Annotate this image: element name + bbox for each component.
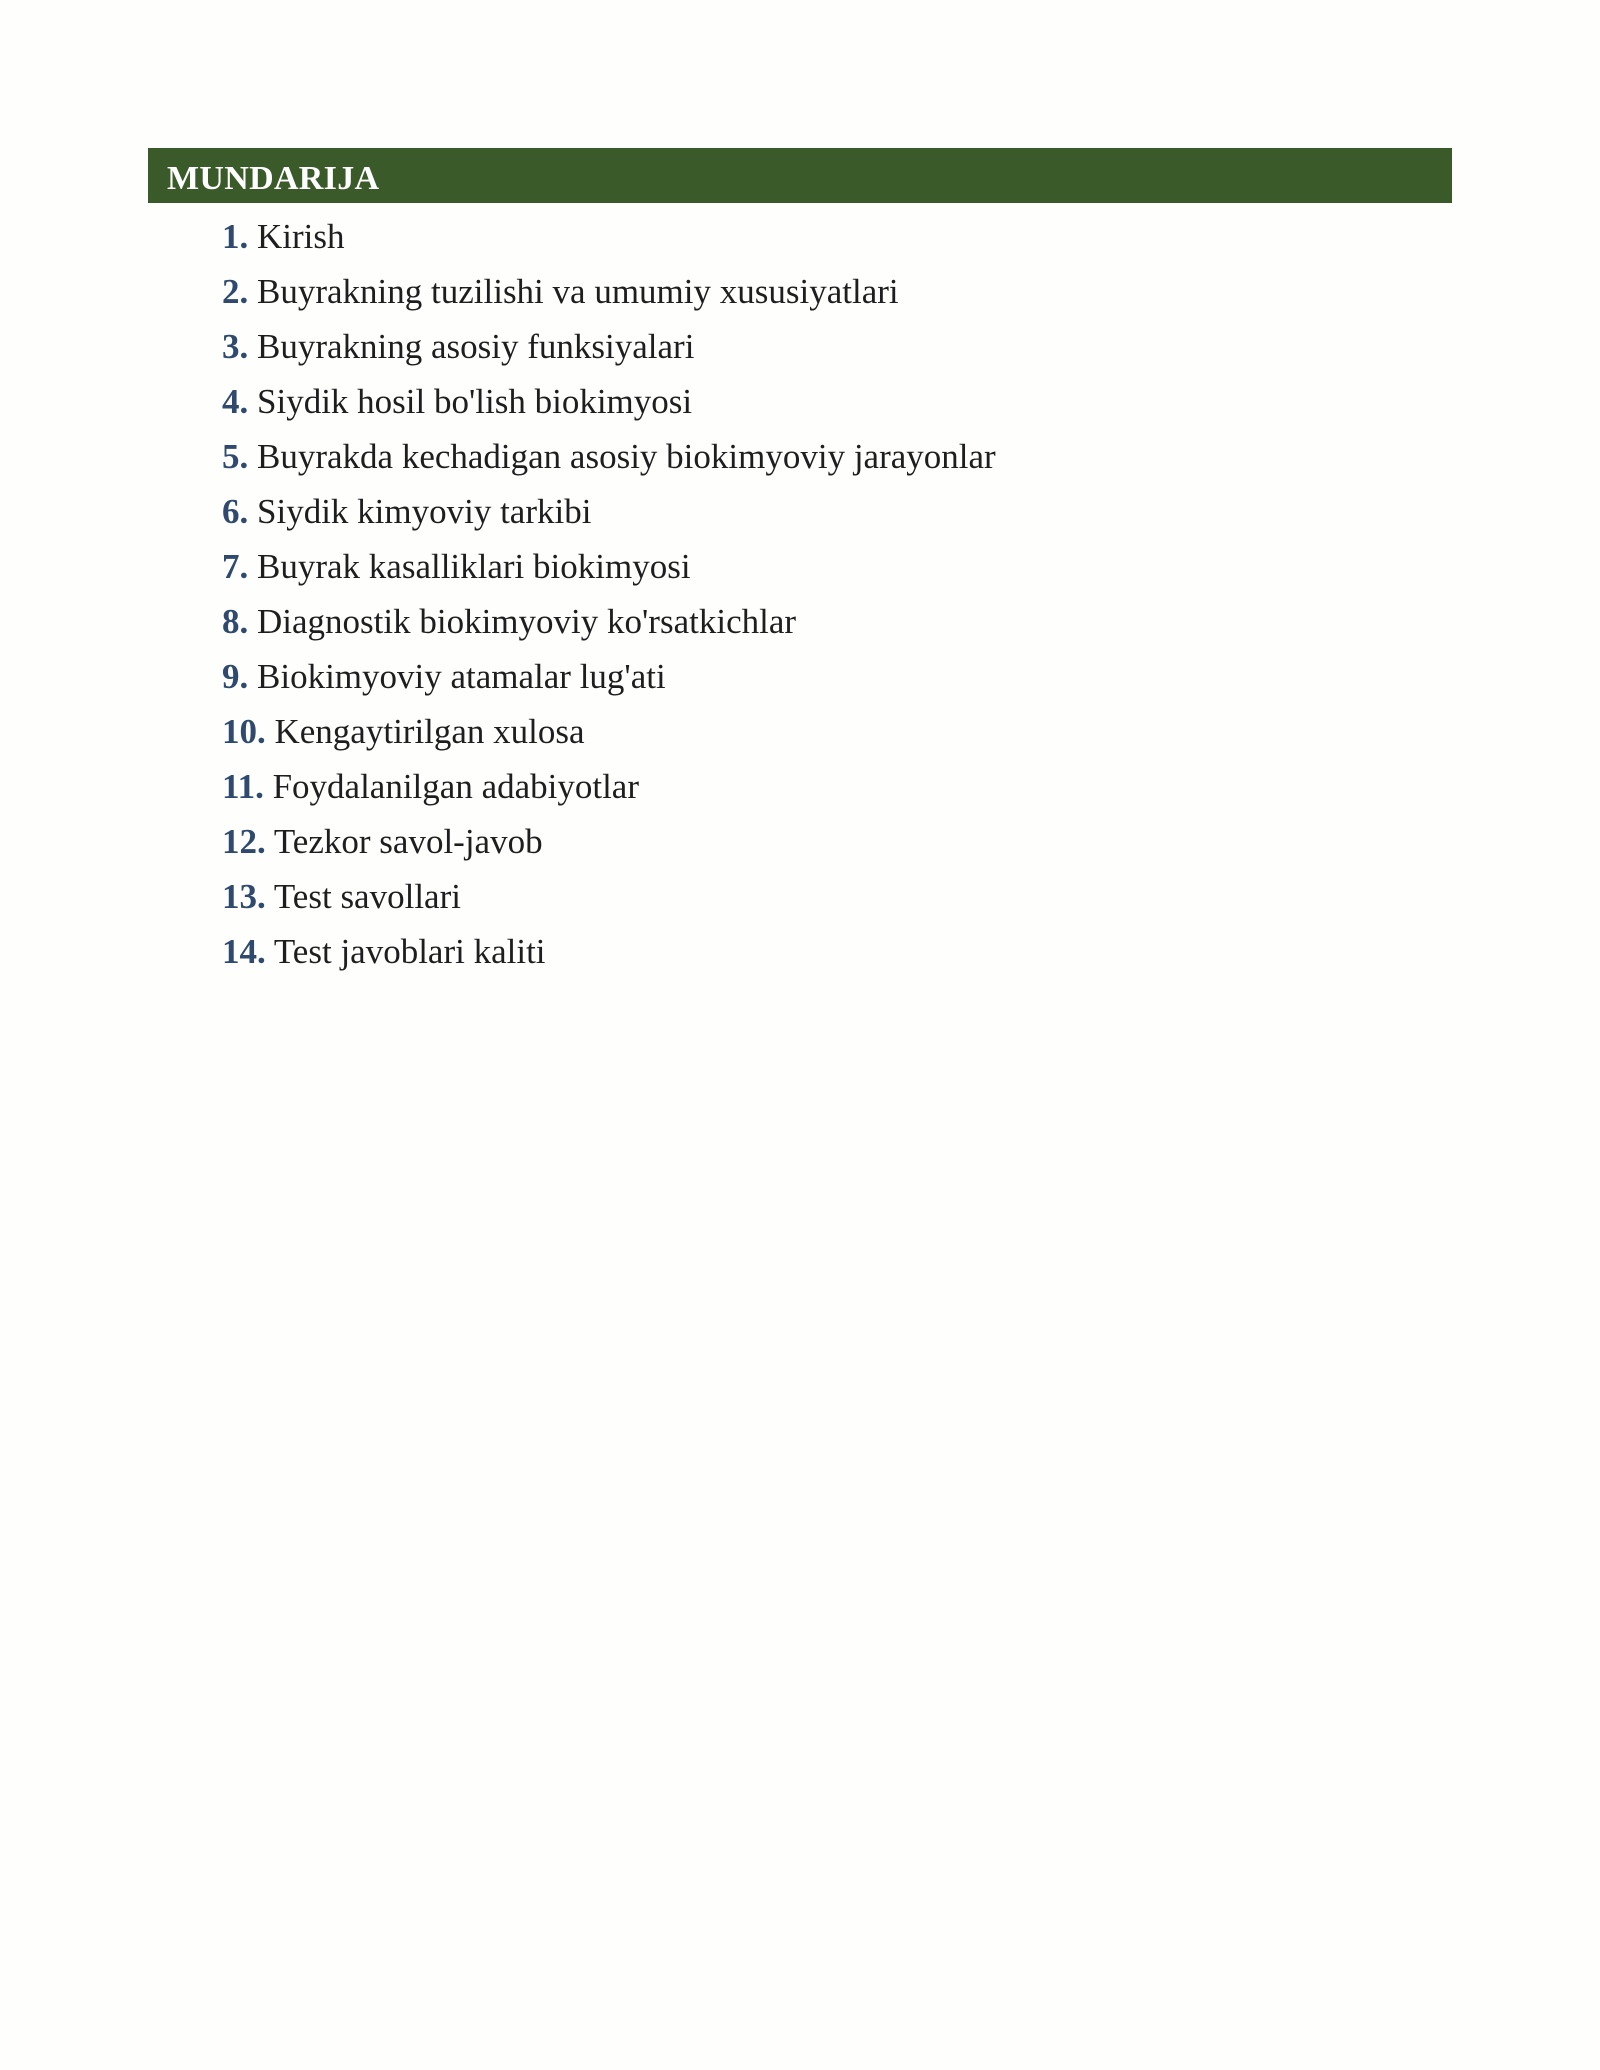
toc-item-number: 2. (222, 272, 249, 311)
toc-item-label: Buyrakda kechadigan asosiy biokimyoviy jarayonlar (257, 437, 996, 476)
toc-item-label: Kengaytirilgan xulosa (274, 712, 585, 751)
toc-item (222, 268, 996, 323)
toc-item (222, 213, 996, 268)
toc-item (222, 378, 996, 433)
toc-item-number: 4. (222, 382, 249, 421)
table-of-contents (222, 213, 996, 983)
toc-item-label: Diagnostik biokimyoviy ko'rsatkichlar (257, 602, 797, 641)
toc-item-label: Buyrakning asosiy funksiyalari (257, 327, 695, 366)
toc-item-number: 3. (222, 327, 249, 366)
toc-item (222, 708, 996, 763)
toc-item-label: Buyrakning tuzilishi va umumiy xususiyatlari (257, 272, 899, 311)
toc-item (222, 433, 996, 488)
toc-item (222, 323, 996, 378)
toc-item-label: Biokimyoviy atamalar lug'ati (257, 657, 666, 696)
toc-item (222, 818, 996, 873)
toc-item-number: 14. (222, 932, 266, 971)
toc-item-number: 13. (222, 877, 266, 916)
toc-item (222, 488, 996, 543)
toc-item-label: Buyrak kasalliklari biokimyosi (257, 547, 691, 586)
toc-item (222, 763, 996, 818)
toc-item-number: 5. (222, 437, 249, 476)
toc-item-label: Siydik kimyoviy tarkibi (257, 492, 592, 531)
toc-item-number: 10. (222, 712, 266, 751)
page-title: MUNDARIJA (167, 160, 380, 197)
toc-item (222, 598, 996, 653)
toc-item-label: Foydalanilgan adabiyotlar (272, 767, 640, 806)
toc-item-number: 6. (222, 492, 249, 531)
toc-item (222, 653, 996, 708)
toc-item-number: 7. (222, 547, 249, 586)
toc-item-number: 11. (222, 767, 264, 806)
toc-item-label: Kirish (257, 217, 345, 256)
toc-item (222, 928, 996, 983)
toc-item-label: Test savollari (273, 877, 461, 916)
toc-item-number: 1. (222, 217, 249, 256)
toc-item (222, 543, 996, 598)
toc-item-label: Test javoblari kaliti (273, 932, 546, 971)
toc-item-label: Tezkor savol-javob (273, 822, 543, 861)
toc-item-number: 8. (222, 602, 249, 641)
section-header-bar (148, 148, 1452, 203)
toc-item-number: 12. (222, 822, 266, 861)
toc-item-label: Siydik hosil bo'lish biokimyosi (257, 382, 693, 421)
toc-item (222, 873, 996, 928)
toc-item-number: 9. (222, 657, 249, 696)
